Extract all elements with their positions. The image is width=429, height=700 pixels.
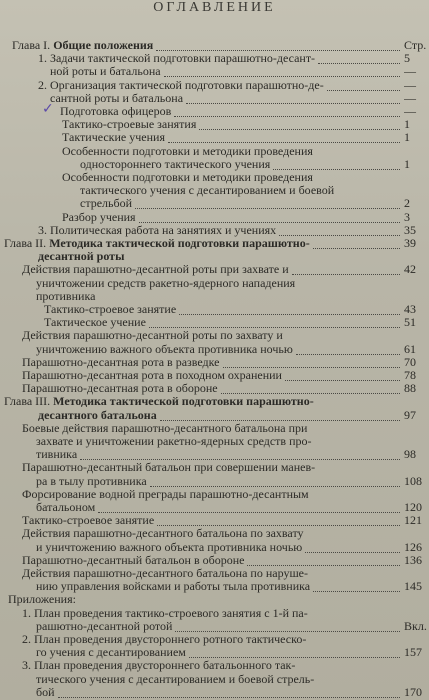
leader-dots <box>221 381 400 394</box>
toc-line <box>0 474 429 488</box>
toc-entry-text: Действия парашютно-десантной роты по захвату и <box>22 328 283 343</box>
toc-page-number: 136 <box>404 552 422 567</box>
leader-dots <box>160 408 400 421</box>
toc-page-number: 145 <box>404 579 422 594</box>
toc-line <box>0 658 429 672</box>
leader-dots <box>150 474 400 487</box>
toc-line <box>0 672 429 686</box>
toc-entry-text: Разбор учения <box>62 209 136 224</box>
toc-entry-text: Тактико-строевое занятие <box>22 513 155 528</box>
leader-dots <box>223 355 400 368</box>
toc-entry-text: уничтожению важного объекта противника ночью <box>36 341 293 356</box>
toc-entry-text: стрельбой <box>80 196 133 211</box>
toc-entry-text: Парашютно-десантная рота в разведке <box>22 354 220 369</box>
toc-page-number: 35 <box>404 222 416 237</box>
toc-entry-text: десантного батальона <box>38 407 157 422</box>
toc-entry-text: Действия парашютно-десантного батальона по наруше- <box>22 566 309 580</box>
toc-page-number: 61 <box>404 341 416 356</box>
toc-line <box>0 460 429 474</box>
toc-line <box>0 236 429 250</box>
toc-entry-text: 1. План проведения тактико-строевого занятия с 1-й па- <box>22 605 308 620</box>
toc-page-number: 121 <box>404 513 422 528</box>
leader-dots <box>157 513 400 526</box>
toc-line <box>0 51 429 65</box>
toc-line <box>0 526 429 540</box>
toc-entry-text: Действия парашютно-десантного батальона по захвату <box>22 526 304 541</box>
leader-dots <box>58 685 400 698</box>
leader-dots <box>174 104 400 117</box>
toc-line <box>0 540 429 554</box>
leader-dots <box>179 302 400 315</box>
toc-page-number: 120 <box>404 500 422 514</box>
toc-entry-text: и уничтожению важного объекта противника ночью <box>36 539 303 554</box>
toc-line <box>0 91 429 105</box>
toc-entry-text: тактического учения с десантированием и боевой <box>80 183 335 198</box>
toc-page-number: 126 <box>404 539 422 554</box>
toc-page-number: 39 <box>404 236 416 250</box>
toc-entry-text: 3. План проведения двустороннего батальонного так- <box>22 658 296 673</box>
toc-line <box>0 394 429 408</box>
toc-line <box>0 592 429 606</box>
toc-line <box>0 315 429 329</box>
toc-line <box>0 421 429 435</box>
toc-entry-text: Тактическое учение <box>44 315 146 330</box>
toc-entry-text: го учения с десантированием <box>36 645 186 660</box>
toc-page-number: 1 <box>404 156 410 171</box>
toc-line <box>0 500 429 514</box>
toc-entry-text: Тактико-строевые занятия <box>62 117 197 132</box>
toc-line <box>0 447 429 461</box>
leader-dots <box>156 38 400 51</box>
toc-page-number: — <box>404 64 416 79</box>
toc-page-number: — <box>404 77 416 92</box>
toc-line <box>0 130 429 144</box>
toc-entry-text: уничтожении средств ракетно-ядерного нападения <box>36 275 296 290</box>
toc-entry-text: Особенности подготовки и методики проведения <box>62 143 313 158</box>
toc-entry-text: батальоном <box>36 500 96 514</box>
toc-page-number: Вкл. <box>404 618 427 633</box>
toc-page-number: 1 <box>404 117 410 132</box>
toc-line <box>0 566 429 580</box>
toc-line <box>0 381 429 395</box>
toc-line <box>0 685 429 699</box>
toc-entry-text: Глава III. Методика тактической подготовки парашютно- <box>4 394 314 409</box>
toc-line <box>0 579 429 593</box>
toc-line <box>0 101 429 118</box>
leader-dots <box>313 236 400 249</box>
toc-entry-text: захвате и уничтожении ракетно-ядерных средств про- <box>36 434 312 448</box>
toc-entry-text: нию управления войсками и работы тыла противника <box>36 579 311 594</box>
toc-page-number: 43 <box>404 302 416 316</box>
leader-dots <box>168 130 400 143</box>
leader-dots <box>273 157 400 170</box>
toc-line <box>0 553 429 567</box>
toc-entry-text: тического учения с десантированием и боевой стрель- <box>36 671 315 686</box>
leader-dots <box>296 342 400 355</box>
toc-entry-text: Тактические учения <box>62 130 165 145</box>
toc-line <box>0 342 429 356</box>
leader-dots <box>80 447 400 460</box>
toc-page-number: Стр. <box>404 38 427 52</box>
toc-line <box>0 117 429 131</box>
toc-page-number: 2 <box>404 196 410 211</box>
toc-entry-text: 1. Задачи тактической подготовки парашютно-десант- <box>38 51 316 66</box>
toc-line <box>0 144 429 158</box>
toc-line <box>0 78 429 92</box>
toc-page-number: 1 <box>404 130 410 145</box>
toc-line <box>0 408 429 422</box>
toc-entry-text: ра в тылу противника <box>36 473 147 488</box>
toc-line <box>0 38 429 52</box>
toc-page-number: 97 <box>404 407 416 422</box>
toc-line <box>0 170 429 184</box>
toc-line <box>0 196 429 210</box>
toc-entry-text: Глава I. Общие положения <box>12 38 154 52</box>
toc-line <box>0 157 429 171</box>
toc-entry-text: Парашютно-десантная рота в походном охранении <box>22 368 282 382</box>
toc-entry-text: 2. Организация тактической подготовки парашютно-де- <box>38 77 324 92</box>
leader-dots <box>98 500 400 513</box>
leader-dots <box>149 315 400 328</box>
toc-line <box>0 632 429 646</box>
toc-line <box>0 210 429 224</box>
leader-dots <box>175 619 400 632</box>
toc-line <box>0 328 429 342</box>
toc-page-number: 70 <box>404 354 416 369</box>
toc-page-number: 170 <box>404 684 422 699</box>
toc-entry-text: Глава II. Методика тактической подготовки парашютно- <box>4 236 310 250</box>
toc-entry-text: Приложения: <box>8 592 76 607</box>
page-title: ОГЛАВЛЕНИЕ <box>153 0 276 15</box>
leader-dots <box>186 91 400 104</box>
leader-dots <box>313 579 400 592</box>
toc-entry-text: Действия парашютно-десантной роты при захвате и <box>22 262 289 277</box>
toc-page-number: 108 <box>404 473 422 488</box>
toc-line <box>0 487 429 501</box>
leader-dots <box>305 540 400 553</box>
toc-line <box>0 645 429 659</box>
toc-line <box>0 619 429 633</box>
leader-dots <box>318 51 400 64</box>
toc-line <box>0 302 429 316</box>
toc-entry-text: Парашютно-десантная рота в обороне <box>22 381 218 396</box>
toc-entry-text: Парашютно-десантный батальон в обороне <box>22 552 245 567</box>
toc-entry-text: Парашютно-десантный батальон при совершении манев- <box>22 460 316 475</box>
toc-entry-text: 3. Политическая работа на занятиях и учениях <box>38 222 277 237</box>
toc-line <box>0 276 429 290</box>
toc-entry-text: Форсирование водной преграды парашютно-десантным <box>22 486 309 501</box>
toc-line <box>0 434 429 448</box>
toc-page-number: 78 <box>404 368 416 382</box>
toc-line <box>0 249 429 263</box>
leader-dots <box>292 262 400 275</box>
checkmark-icon: ✓ <box>42 101 54 117</box>
leader-dots <box>279 223 400 236</box>
toc-line <box>0 64 429 78</box>
leader-dots <box>139 210 400 223</box>
toc-page-number: 157 <box>404 645 422 660</box>
toc-line <box>0 289 429 303</box>
toc-entry-text: 2. План проведения двустороннего ротного тактическо- <box>22 632 307 646</box>
toc-page-number: 42 <box>404 262 416 277</box>
toc-entry-text: бой <box>36 684 55 699</box>
toc-page-number: 3 <box>404 209 410 224</box>
leader-dots <box>164 64 400 77</box>
leader-dots <box>285 368 400 381</box>
leader-dots <box>199 117 400 130</box>
leader-dots <box>247 553 400 566</box>
toc-entry-text: одностороннего тактического учения <box>80 156 271 171</box>
toc-line <box>0 183 429 197</box>
toc-entry-text: десантной роты <box>38 249 125 264</box>
leader-dots <box>327 78 400 91</box>
toc-entry-text: Боевые действия парашютно-десантного батальона при <box>22 420 308 435</box>
toc-entry-text: Тактико-строевое занятие <box>44 302 177 316</box>
toc-page-number: 5 <box>404 51 410 66</box>
toc-line <box>0 368 429 382</box>
toc-page-number: 51 <box>404 315 416 330</box>
toc-entry-text: тивника <box>36 447 78 462</box>
toc-entry-text: сантной роты и батальона <box>50 90 184 105</box>
toc-page-number: — <box>404 104 416 118</box>
toc-entry-text: рашютно-десантной ротой <box>36 618 173 633</box>
toc-line <box>0 513 429 527</box>
toc-page-number: 88 <box>404 381 416 396</box>
toc-entry-text: противника <box>36 288 96 303</box>
toc-page-number: 98 <box>404 447 416 462</box>
toc-entry-text: Особенности подготовки и методики проведения <box>62 170 313 184</box>
toc-line <box>0 223 429 237</box>
toc-entry-text: Подготовка офицеров <box>60 104 172 118</box>
toc-entry-text: ной роты и батальона <box>50 64 161 79</box>
toc-line <box>0 355 429 369</box>
toc-line <box>0 606 429 620</box>
leader-dots <box>135 196 400 209</box>
leader-dots <box>189 645 400 658</box>
toc-line <box>0 262 429 276</box>
toc-page-number: — <box>404 90 416 105</box>
